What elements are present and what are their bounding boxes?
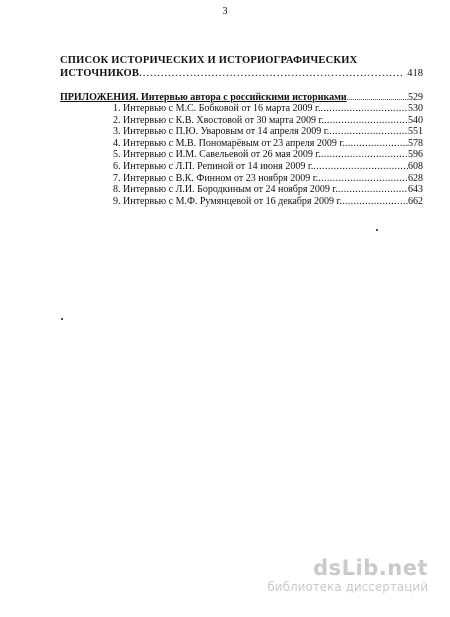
- appendix-page: 529: [408, 92, 423, 103]
- list-item: [113, 184, 423, 196]
- interview-title: 7. Интервью с В.К. Финном от 23 ноября 2009 г.: [113, 172, 319, 184]
- list-item: [113, 115, 423, 127]
- interview-title: 8. Интервью с Л.И. Бородкиным от 24 ноября 2009 г.: [113, 184, 338, 196]
- interview-page: 643: [408, 184, 423, 196]
- interview-page: 596: [408, 149, 423, 161]
- sources-title-line1: СПИСОК ИСТОРИЧЕСКИХ И ИСТОРИОГРАФИЧЕСКИХ: [60, 55, 358, 66]
- interview-title: 3. Интервью с П.Ю. Уваровым от 14 апреля 2009 г.: [113, 126, 330, 138]
- dot-leader: [321, 149, 408, 161]
- appendix-section: [60, 92, 423, 207]
- dot-leader: [321, 103, 408, 115]
- list-item: [113, 196, 423, 208]
- watermark-tagline: библиотека диссертаций: [267, 580, 428, 594]
- list-item: [113, 149, 423, 161]
- interview-page: 551: [408, 126, 423, 138]
- sources-page: 418: [407, 68, 423, 79]
- dot-leader: [324, 115, 408, 127]
- interview-page: 662: [408, 195, 423, 207]
- dot-leader: [345, 138, 408, 150]
- dot-leader: [342, 196, 408, 208]
- interview-list: [60, 103, 423, 207]
- list-item: [113, 103, 423, 115]
- list-item: [113, 161, 423, 173]
- appendix-title: ПРИЛОЖЕНИЯ. Интервью автора с российскими историками: [60, 92, 347, 103]
- dot-leader: [313, 161, 408, 173]
- interview-page: 608: [408, 160, 423, 172]
- interview-title: 4. Интервью с М.В. Пономарёвым от 23 апреля 2009 г.: [113, 137, 345, 149]
- scan-speck: [376, 229, 378, 231]
- interview-page: 530: [408, 103, 423, 114]
- dot-leader: [318, 173, 408, 185]
- dot-leader: [329, 126, 408, 138]
- interview-page: 628: [408, 172, 423, 184]
- toc-entry-sources: [60, 67, 423, 80]
- interview-title: 9. Интервью с М.Ф. Румянцевой от 16 декабря 2009 г.: [113, 195, 342, 207]
- dot-leader: [347, 92, 408, 103]
- dot-leader: [338, 184, 408, 196]
- watermark: [267, 557, 428, 595]
- interview-page: 578: [408, 137, 423, 149]
- watermark-logo: dsLib.net: [313, 556, 428, 580]
- list-item: [113, 138, 423, 150]
- scan-speck: [61, 318, 63, 320]
- interview-title: 5. Интервью с И.М. Савельевой от 26 мая 2009 г.: [113, 149, 321, 161]
- interview-page: 540: [408, 114, 423, 126]
- page-number: 3: [222, 6, 228, 17]
- sources-title-line2: ИСТОЧНИКОВ: [60, 68, 140, 79]
- toc-entry-appendix: [60, 92, 423, 103]
- interview-title: 6. Интервью с Л.П. Репиной от 14 июня 2009 г.: [113, 160, 314, 172]
- dot-leader: [139, 67, 404, 80]
- list-item: [113, 173, 423, 185]
- interview-title: 2. Интервью с К.В. Хвостовой от 30 марта 2009 г.: [113, 114, 324, 126]
- interview-title: 1. Интервью с М.С. Бобковой от 16 марта 2009 г.: [113, 103, 321, 114]
- table-of-contents: [60, 54, 423, 207]
- list-item: [113, 126, 423, 138]
